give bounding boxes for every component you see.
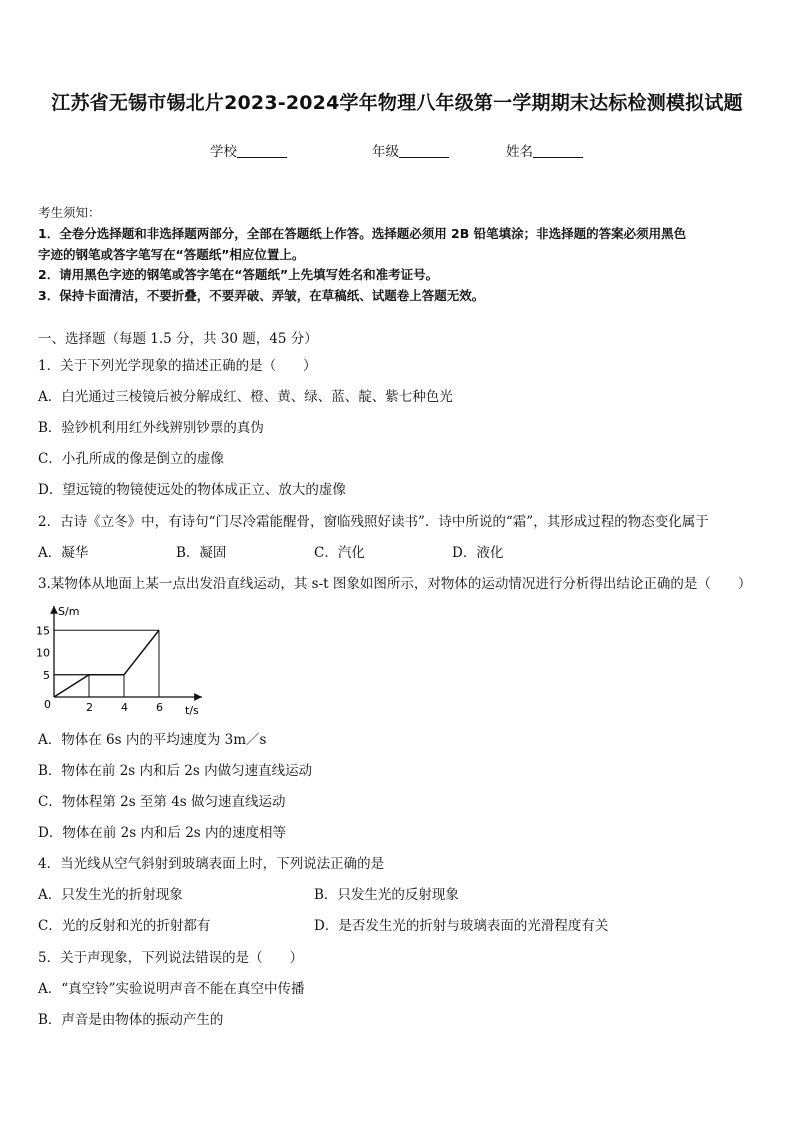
name-blank[interactable] (533, 143, 583, 158)
question-1-option-b[interactable]: B．验钞机利用红外线辨别钞票的真伪 (38, 420, 264, 436)
question-2-option-b[interactable]: B．凝固 (176, 545, 227, 561)
grade-field[interactable] (372, 140, 449, 160)
notice-item-2: 2．请用黑色字迹的钢笔或答字笔在“答题纸”上先填写姓名和准考证号。 (38, 267, 439, 282)
st-graph (30, 600, 220, 720)
question-3-option-b[interactable]: B．物体在前 2s 内和后 2s 内做匀速直线运动 (38, 763, 313, 779)
question-3-stem: 3.某物体从地面上某一点出发沿直线运动，其 s-t 图象如图所示，对物体的运动情况进行分析得出结论正确的是（ ） (38, 576, 752, 592)
question-4-stem: 4．当光线从空气斜射到玻璃表面上时，下列说法正确的是 (38, 856, 385, 872)
question-5-option-b[interactable]: B．声音是由物体的振动产生的 (38, 1012, 224, 1028)
notice-heading: 考生须知： (38, 205, 101, 220)
name-label: 姓名 (506, 144, 533, 160)
notice-item-1-line-1: 1．全卷分选择题和非选择题两部分，全部在答题纸上作答。选择题必须用 2B 铅笔填涂；非选择题的答案必须用黑色 (38, 226, 687, 241)
notice-item-1-line-2: 字迹的钢笔或答字笔写在“答题纸”相应位置上。 (38, 247, 305, 262)
x-axis-label: t/s (185, 704, 199, 717)
x-tick-4: 4 (121, 701, 128, 714)
question-2-option-c[interactable]: C．汽化 (314, 545, 365, 561)
school-label: 学校 (210, 144, 237, 160)
notice-item-3: 3．保持卡面清洁，不要折叠，不要弄破、弄皱，在草稿纸、试题卷上答题无效。 (38, 288, 485, 303)
question-5-option-a[interactable]: A．“真空铃”实验说明声音不能在真空中传播 (38, 981, 305, 997)
question-4-option-d[interactable]: D．是否发生光的折射与玻璃表面的光滑程度有关 (314, 918, 609, 934)
question-1-option-d[interactable]: D．望远镜的物镜使远处的物体成正立、放大的虚像 (38, 482, 346, 498)
question-2-option-d[interactable]: D．液化 (452, 545, 504, 561)
question-5-stem: 5．关于声现象，下列说法错误的是（ ） (38, 950, 304, 966)
question-2-stem: 2．古诗《立冬》中，有诗句“门尽冷霜能醒骨，窗临残照好读书”．诗中所说的“霜”，其形成过程的物态变化属于 (38, 514, 709, 530)
x-tick-2: 2 (86, 701, 93, 714)
name-field[interactable] (506, 140, 583, 160)
question-2-option-a[interactable]: A．凝华 (38, 545, 89, 561)
question-3-option-d[interactable]: D．物体在前 2s 内和后 2s 内的速度相等 (38, 825, 287, 841)
y-tick-10: 10 (36, 646, 50, 660)
school-field[interactable] (210, 140, 287, 160)
y-axis-label: S/m (58, 605, 80, 618)
tick-labels (36, 624, 163, 714)
y-tick-15: 15 (36, 624, 50, 638)
grade-blank[interactable] (399, 143, 449, 158)
question-3-option-a[interactable]: A．物体在 6s 内的平均速度为 3m／s (38, 732, 267, 748)
grade-label: 年级 (372, 144, 399, 160)
question-1-option-a[interactable]: A．白光通过三棱镜后被分解成红、橙、黄、绿、蓝、靛、紫七种色光 (38, 389, 453, 405)
question-3-option-c[interactable]: C．物体程第 2s 至第 4s 做匀速直线运动 (38, 794, 286, 810)
question-4-option-a[interactable]: A．只发生光的折射现象 (38, 887, 183, 903)
x-tick-6: 6 (156, 701, 163, 714)
origin-label: 0 (44, 698, 51, 711)
school-blank[interactable] (237, 143, 287, 158)
question-1-option-c[interactable]: C．小孔所成的像是倒立的虚像 (38, 451, 224, 467)
series-line (54, 630, 159, 697)
question-1-stem: 1．关于下列光学现象的描述正确的是（ ） (38, 358, 317, 374)
question-4-option-b[interactable]: B．只发生光的反射现象 (314, 887, 459, 903)
y-tick-5: 5 (43, 668, 50, 682)
question-4-option-c[interactable]: C．光的反射和光的折射都有 (38, 918, 211, 934)
exam-title: 江苏省无锡市锡北片2023-2024学年物理八年级第一学期期末达标检测模拟试题 (51, 92, 743, 114)
section-heading: 一、选择题（每题 1.5 分，共 30 题，45 分） (38, 331, 318, 347)
